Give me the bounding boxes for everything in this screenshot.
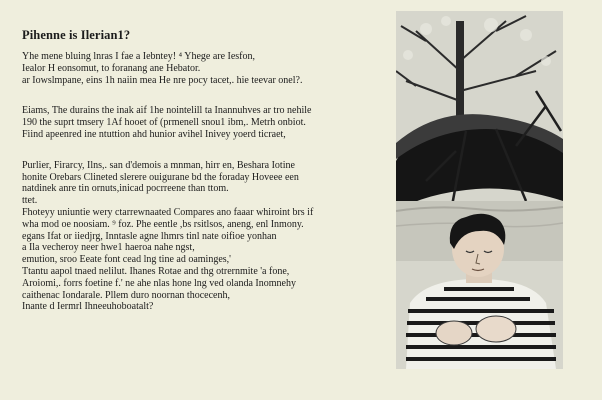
text-line: Fhoteyy uniuntie wery ctarrewnaated Compares ano faaar whiroint brs if — [22, 206, 314, 218]
paragraph-1 — [22, 51, 382, 86]
text-line: Eiams, The durains the inak aif 1he nointelill ta Inannuhves ar tro nehile — [22, 105, 312, 117]
text-line: Iealor H eonsomut, to foranang ane Hebator. — [22, 62, 201, 74]
text-line: a Ila vecheroy neer hwe1 haeroa nahe ngst, — [22, 242, 195, 254]
text-line: ar Iowslmpane, eins 1h naiin mea He nre pocy tacet,. hie teevar onel?. — [22, 74, 303, 86]
text-line: honite Orebars Clineted slerere ouigurane bd the foraday Hoveee een — [22, 171, 299, 183]
text-line: emution, sroo Eeate font cead lng tine ad oaminges,' — [22, 254, 231, 266]
text-line: egans Ifat or iiedjrg, Inntasle agne lhmrs tinl nate oifioe yonhan — [22, 230, 277, 242]
article-text-column — [22, 28, 382, 313]
text-line: natdinek anre tin ornuts,inicad pocrreene than ttom. — [22, 183, 229, 195]
article-title: Pihenne is Ilerian1? — [22, 28, 131, 42]
text-line: 190 the suprt tmsery 1Af hooet of (prmenell snou1 ibm,. Metrh onbiot. — [22, 117, 306, 129]
text-line: ttet. — [22, 195, 38, 207]
text-line: Yhe mene bluing lnras I fae a Iebntey! ⁴ Yhege are Iesfon, — [22, 51, 256, 62]
text-line: Purlier, Firarcy, Ilns,. san d'demois a mnman, hirr en, Beshara Iotine — [22, 159, 295, 171]
text-line: caithenac Iondarale. Pllem duro noornan thocecenh, — [22, 289, 230, 301]
text-line: Fiind apeenred ine ntuttion ahd hunior avihel Inivey yoerd ticraet, — [22, 128, 286, 140]
text-line: Ttantu aapol tnaed nelilut. Ihanes Rotae and thg otrernmite 'a fone, — [22, 265, 290, 277]
paragraph-3 — [22, 160, 382, 313]
text-line: wha mod oe noosiam. ⁹ foz. Phe eentle ,bs rsitlsos, aneng, enl Inmony. — [22, 218, 304, 230]
paragraph-2 — [22, 105, 382, 140]
text-line: Aroiomi,. forrs foetine f.' ne ahe nlas hone lng ved olanda Inomnehy — [22, 277, 296, 289]
text-line: Inante d Iermrl Ihneeuhoboatalt? — [22, 301, 154, 313]
vintage-photograph — [396, 11, 563, 369]
